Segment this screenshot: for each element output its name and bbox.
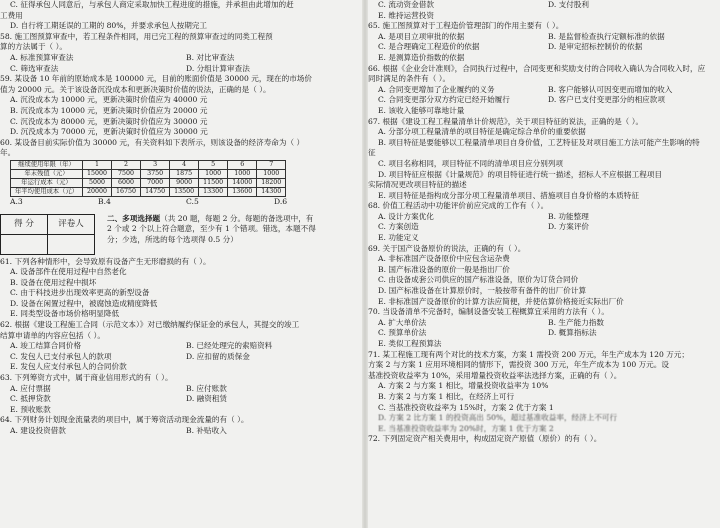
- question-line: C. 由设备成套公司供应的国产标准设备，原价为订货合同价: [378, 275, 579, 285]
- question-line: 结算申请单的内容应包括（ ）。: [0, 330, 105, 340]
- question-line: 63. 下列筹资方式中，属于商业信用形式的有（ ）。: [0, 373, 173, 383]
- question-line: 61. 下列各种情形中，会导致原有设备产生无形磨损的有（ ）。: [0, 256, 211, 266]
- question-line: 69. 关于国产设备原价的说法，正确的有（ ）。: [368, 243, 526, 253]
- option-a: A. 设计方案优化: [378, 211, 434, 221]
- table-cell: 13500: [170, 187, 199, 196]
- question-line: B. 项目特征是要能够以工程量清单项目自身价值，工艺特征及对项目施工方法可能产生影响的特: [378, 137, 700, 147]
- question-line: E. 发包人应支付承包人的合同价款: [10, 362, 127, 372]
- score-table: [0, 214, 95, 255]
- question-line: D. 项目特征应根据《计量规范》的项目特征进行统一描述，招标人不应根据工程项目: [378, 169, 663, 179]
- option-a: C. 发包人已支付承包人的款项: [10, 351, 112, 361]
- option-b: B. 对比审查法: [186, 52, 235, 62]
- table-cell: 1875: [170, 169, 199, 178]
- option-b: B. 补贴收入: [186, 426, 227, 435]
- question-line: A. 非标准国产设备原价中应包含运杂费: [378, 254, 510, 264]
- table-row: [11, 187, 286, 196]
- table-cell: 1000: [199, 169, 228, 178]
- question-line: 65. 施工图预算对于工程造价管理部门的作用主要有（ ）。: [368, 21, 564, 31]
- question-line: [368, 222, 718, 233]
- table-cell: 13600: [228, 187, 257, 196]
- option-b: B. 客户能够认可因变更而增加的收入: [548, 84, 673, 94]
- option-a: C. 流动资金借款: [378, 0, 434, 9]
- question-line: B. 沉没成本为 10000 元，更新决策时价值应为 20000 元: [10, 105, 208, 115]
- question-line: [0, 384, 362, 395]
- option-b: D. 方案评价: [548, 222, 590, 232]
- score-label: 得 分: [1, 214, 48, 234]
- question-line: E. 当基准投资收益率为 20%时，方案 1 优于方案 2: [378, 423, 554, 433]
- question-line: E. 项目特征是指构成分部分项工程量清单项目、措施项目自身价格的本质特征: [378, 190, 639, 200]
- option-b: B. 生产能力指数: [548, 317, 604, 327]
- option-b: D. 客户已支付变更部分的相应款项: [548, 95, 665, 105]
- section-header: [0, 214, 362, 255]
- economic-life-table: [10, 160, 286, 197]
- question-line: D. 国产标准设备在计算原价时，一般按带有备件的出厂价计算: [378, 286, 587, 296]
- question-line: 算的方法属于（ ）。: [0, 42, 67, 52]
- question-line: D. 沉没成本为 70000 元，更新决策时价值应为 30000 元: [10, 127, 208, 137]
- table-cell: 11500: [199, 178, 228, 187]
- table-cell: 1000: [257, 169, 286, 178]
- table-cell: 13300: [199, 187, 228, 196]
- question-line: [368, 32, 718, 43]
- left-bottom-questions: [0, 257, 362, 437]
- question-line: E. 同类型设备市场价格明显降低: [10, 309, 120, 319]
- left-top-questions: [0, 0, 362, 159]
- option-a: C. 预算单价法: [378, 328, 427, 338]
- question-line: [368, 0, 718, 11]
- question-line: B. 设备在使用过程中损坏: [10, 277, 97, 287]
- question-line: C. 当基准投资收益率为 15%时，方案 2 优于方案 1: [378, 402, 554, 412]
- option-b: D. 是审定招标控制价的依据: [548, 42, 643, 52]
- question-line: 66. 根据《企业会计准则》，合同执行过程中，合同变更和奖励支付的合同收入确认为合同收入时，应: [368, 63, 706, 73]
- option-b: D. 应扣留的质保金: [186, 351, 250, 361]
- question-line: 实际情况更改项目特征的描述: [368, 180, 467, 190]
- question-line: A. 方案 2 与方案 1 相比，增量投资收益率为 10%: [378, 381, 549, 391]
- question-line: E. 是测算造价指数的依据: [378, 52, 465, 62]
- question-line: [368, 42, 718, 53]
- table-cell: 20000: [82, 187, 111, 196]
- question-line: 62. 根据《建设工程施工合同（示范文本）》对已缴纳履约保证金的承包人，其提交的竣工: [0, 320, 300, 330]
- section-text: （共 20 题，每题 2 分。每题的备选项中，有 2 个或 2 个以上符合题意，至少有 1 个错项。错选，本题不得分；少选，所选的每个选项得 0.5 分）: [107, 213, 316, 244]
- q60-option: C.5: [186, 196, 199, 206]
- question-line: 方案 2 与方案 1 应用环境相同的情形下，需投资 300 万元，年生产成本为 100 万元。设: [368, 360, 669, 370]
- option-a: A. 合同变更增加了企业履约的义务: [378, 84, 495, 94]
- question-line: 征: [368, 148, 376, 158]
- table-cell: 3750: [141, 169, 170, 178]
- question-line: A. 沉没成本为 10000 元，更新决策时价值应为 40000 元: [10, 95, 208, 105]
- question-line: C. 沉没成本为 80000 元，更新决策时价值应为 30000 元: [10, 116, 208, 126]
- question-line: E. 预收账款: [10, 404, 51, 414]
- question-line: [368, 212, 718, 223]
- question-line: E. 非标准国产设备原价的计算方法应简便，并使估算价格接近实际出厂价: [378, 296, 624, 306]
- question-line: [368, 95, 718, 106]
- option-a: A. 竣工结算合同价格: [10, 341, 82, 351]
- table-cell: 15000: [82, 169, 111, 178]
- option-a: A. 扩大单价法: [378, 317, 427, 327]
- question-line: A. 设备部件在使用过程中自然老化: [10, 267, 127, 277]
- table-row: [11, 178, 286, 187]
- score-cell: [1, 234, 48, 254]
- question-line: C. 征得承包人同意后，与承包人商定采取加快工程进度的措施，并承担由此增加的赶: [10, 0, 294, 9]
- question-line: [368, 328, 718, 339]
- table-cell: 7: [257, 160, 286, 169]
- grader-cell: [48, 234, 95, 254]
- question-line: B. 方案 2 与方案 1 相比，在经济上可行: [378, 391, 515, 401]
- right-questions: [368, 0, 718, 445]
- option-a: A. 建设投资借款: [10, 426, 66, 435]
- question-line: [368, 318, 718, 329]
- table-cell: 年平均使用成本（元）: [11, 187, 83, 196]
- table-cell: 1: [82, 160, 111, 169]
- section-title: 二、多项选择题: [107, 213, 161, 223]
- option-b: D. 支付股利: [548, 0, 590, 9]
- table-cell: 18200: [257, 178, 286, 187]
- right-column: [368, 0, 718, 445]
- option-a: C. 合同变更部分双方约定已经开始履行: [378, 95, 510, 105]
- question-line: E. 功能定义: [378, 233, 419, 243]
- table-cell: 2: [112, 160, 141, 169]
- table-row: [11, 169, 286, 178]
- question-line: 值为 20000 元。关于该设备沉没成本和更新决策时价值的说法，正确的是（ ）。: [0, 84, 271, 94]
- question-line: 60. 某设备目前实际价值为 30000 元，有关资料如下表所示，则该设备的经济寿命为（ ）: [0, 137, 305, 147]
- table-cell: 16750: [112, 187, 141, 196]
- q60-option: B.4: [98, 196, 111, 206]
- question-line: 70. 当设备清单不完备时，编制设备安装工程概算宜采用的方法有（ ）。: [368, 307, 609, 317]
- table-cell: 7000: [141, 178, 170, 187]
- option-b: D. 融资租赁: [186, 394, 228, 404]
- question-line: [0, 394, 362, 405]
- table-cell: 年末残值（元）: [11, 169, 83, 178]
- table-cell: 4: [170, 160, 199, 169]
- question-line: [0, 352, 362, 363]
- question-line: 68. 价值工程活动中功能评价前应完成的工作有（ ）。: [368, 201, 549, 211]
- question-line: [0, 426, 362, 437]
- table-cell: 14300: [257, 187, 286, 196]
- question-line: B. 国产标准设备的原价一般是指出厂价: [378, 264, 510, 274]
- table-cell: 14000: [228, 178, 257, 187]
- question-line: C. 由于科技进步出现效率更高的新型设备: [10, 288, 150, 298]
- question-line: E. 该收入能够可靠地计量: [378, 105, 465, 115]
- table-cell: 9000: [170, 178, 199, 187]
- table-cell: 1000: [228, 169, 257, 178]
- option-b: B. 功能整理: [548, 211, 589, 221]
- table-cell: 5000: [82, 178, 111, 187]
- question-line: [0, 53, 362, 64]
- question-line: 71. 某工程施工现有两个对比的技术方案，方案 1 需投资 200 万元，年生产成本为 120 万元；: [368, 349, 689, 359]
- option-a: A. 是项目立项审批的依据: [378, 31, 465, 41]
- question-line: 72. 下列固定资产相关费用中，构成固定资产原值（原价）的有（ ）。: [368, 434, 602, 444]
- table-row: [11, 160, 286, 169]
- option-a: C. 抵押贷款: [10, 394, 51, 404]
- option-b: B. 应付账款: [186, 383, 227, 393]
- option-b: D. 分组计算审查法: [186, 63, 250, 73]
- grader-label: 评卷人: [48, 214, 95, 234]
- question-line: D. 方案 2 比方案 1 的投资高出 50%，超过基准收益率，经济上不可行: [378, 413, 618, 423]
- q60-option: A.3: [10, 196, 23, 206]
- q60-option: D.6: [274, 196, 288, 206]
- table-cell: 6: [228, 160, 257, 169]
- question-line: E. 维持运营投资: [378, 10, 434, 20]
- option-b: B. 是监督检查执行定额标准的依据: [548, 31, 665, 41]
- table-cell: 14750: [141, 187, 170, 196]
- question-line: 64. 下列财务计划现金流量表的项目中，属于筹资活动现金流量的有（ ）。: [0, 415, 249, 425]
- table-cell: 5: [199, 160, 228, 169]
- option-a: C. 筛选审查法: [10, 63, 59, 73]
- table-cell: 6000: [112, 178, 141, 187]
- option-a: A. 应付票据: [10, 383, 51, 393]
- left-column: [0, 0, 362, 437]
- option-a: C. 方案创造: [378, 222, 419, 232]
- question-line: [0, 64, 362, 75]
- option-b: D. 概算指标法: [548, 328, 597, 338]
- question-line: 59. 某设备 10 年前的原始成本是 100000 元，目前的账面价值是 30000 元，现在的市场价: [0, 74, 312, 84]
- question-line: D. 自行将工期延误的工期的 80%，并要求承包人按期完工: [10, 21, 207, 31]
- question-line: [368, 85, 718, 96]
- question-line: [0, 341, 362, 352]
- question-line: D. 设备在闲置过程中，被腐蚀造成精度降低: [10, 298, 158, 308]
- q60-options: [0, 197, 362, 208]
- question-line: 同时满足的条件有（ ）。: [368, 74, 451, 84]
- question-line: 基准投资收益率为 10%，采用增量投资收益率法选择方案，正确的有（ ）。: [368, 370, 622, 380]
- option-b: B. 已经处理完的索赔资料: [186, 341, 273, 351]
- option-a: C. 是合理确定工程造价的依据: [378, 42, 480, 52]
- table-cell: 3: [141, 160, 170, 169]
- table-cell: 7500: [112, 169, 141, 178]
- question-line: A. 分部分项工程量清单的项目特征是确定综合单价的重要依据: [378, 127, 586, 137]
- question-line: 67. 根据《建设工程工程量清单计价规范》，关于项目特征的说法，正确的是（ ）。: [368, 116, 644, 126]
- question-line: 58. 施工图预算审查中，若工程条件相同，用已完工程的预算审查过的同类工程预: [0, 31, 273, 41]
- option-a: A. 标准预算审查法: [10, 52, 74, 62]
- table-cell: 继续使用年限（年）: [11, 160, 83, 169]
- question-line: 年。: [0, 148, 16, 158]
- question-line: E. 类似工程预算法: [378, 339, 442, 348]
- question-line: C. 项目名称相同，项目特征不同的清单项目应分别列项: [378, 158, 564, 168]
- question-line: 工费用: [0, 10, 23, 20]
- section-instructions: [95, 214, 317, 246]
- table-cell: 年运行成本（元）: [11, 178, 83, 187]
